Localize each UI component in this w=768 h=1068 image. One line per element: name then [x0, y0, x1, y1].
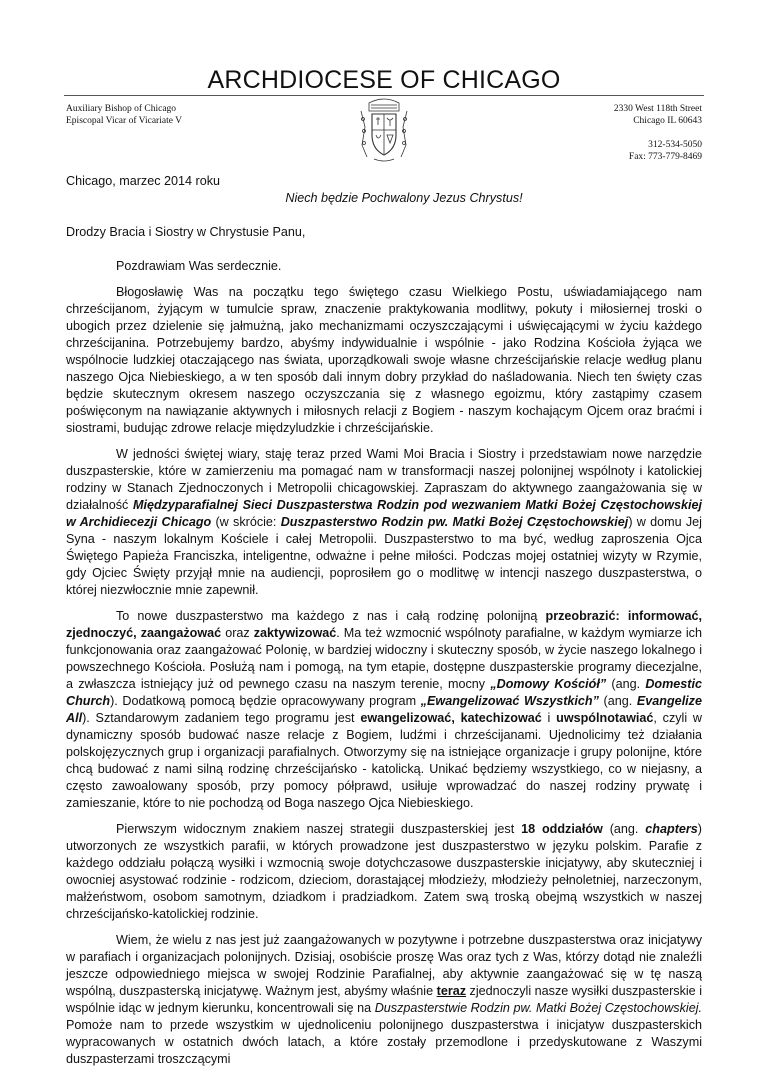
chapters-term: chapters: [645, 822, 698, 836]
text-run: To nowe duszpasterstwo ma każdego z nas i całą rodzinę polonijną: [116, 609, 546, 623]
coat-of-arms-icon: [359, 97, 409, 163]
text-run: ) utworzonych ze wszystkich parafii, w których prowadzone jest duszpasterstwo w języku polskim. Parafie z każdego oddziału połączą wysiłki i wzmocnią swoje dotychczasowe duszpasterskie inicjatywy, aby skuteczniej i owocniej asystować rodzinie - rodzicom, dzieciom, dorastającej młodzieży, młodzieży pełnoletniej, narzeczonym, małżeństwom, osobom samotnym, dziadkom i pradziadkom. Zatem swą troską obejmą wszystkich w naszej chrześcijańsko-katolickiej rodzinie.: [66, 822, 702, 921]
text-run: Pomoże nam to przede wszystkim w ujednoliceniu polonijnego duszpasterstwa i inicjatyw duszpasterskich wypracowanych w ostatnich dwóch latach, a które zostały przemodlone i przedyskutowane z Waszymi duszpasterzami troszczącymi: [66, 1018, 702, 1066]
paragraph-invitation: [66, 932, 702, 1068]
fax-number: Fax: 773-779-8469: [628, 152, 702, 162]
bishop-office-block: [66, 103, 182, 127]
letter-hello: Pozdrawiam Was serdecznie.: [116, 259, 282, 273]
vicar-title-line: Episcopal Vicar of Vicariate V: [66, 116, 182, 126]
letter-salutation: Drodzy Bracia i Siostry w Chrystusie Panu,: [66, 225, 306, 239]
text-run: oraz: [221, 626, 254, 640]
text-run: zjednoczyli nasze wysiłki duszpasterskie i wspólnie idąc w jednym kierunku, koncentrowali się na: [66, 984, 702, 1015]
ministry-short-name: Duszpasterstwo Rodzin pw. Matki Bożej Częstochowskiej: [280, 515, 629, 529]
letter-body: [66, 173, 702, 1068]
text-run: (w skrócie:: [211, 515, 281, 529]
archdiocese-title: ARCHDIOCESE OF CHICAGO: [207, 66, 561, 94]
emphasis-text: ewangelizować, katechizować: [360, 711, 542, 725]
text-run: . Ma też wzmocnić wspólnoty parafialne, w każdym wymiarze ich funkcjonowania oraz zaangażować Polonię, w bardziej widoczny i skuteczny sposób, w życie naszego lokalnego i powszechnego Kościoła. Posłużą nam i pomogą, na tym etapie, dostępne duszpasterskie programy diecezjalne, a zwłaszcza istniejący już od pewnego czasu na naszym terenie, mocny: [66, 626, 702, 691]
emphasis-text: uwspólnotawiać: [556, 711, 654, 725]
text-run: Pierwszym widocznym znakiem naszej strategii duszpasterskiej jest: [116, 822, 522, 836]
text-run: (ang.: [602, 822, 646, 836]
text-run: ). Dodatkową pomocą będzie opracowywany program: [110, 694, 421, 708]
program-name: „Ewangelizować Wszystkich”: [420, 694, 599, 708]
text-run: ). Sztandarowym zadaniem tego programu jest: [82, 711, 361, 725]
program-name: „Domowy Kościół”: [490, 677, 607, 691]
program-name-english: Evangelize All: [66, 694, 702, 725]
phone-number: 312-534-5050: [648, 140, 702, 150]
emphasis-text: zaktywizować: [253, 626, 337, 640]
text-run: , czyli w dynamiczny sposób budować nasze relacje z Bogiem, ludźmi i chrześcijanami. Ujednolicimy też działania polskojęzycznych grup i organizacji parafialnych. Otworzymy się na istniejące organizacje i grupy polonijne, które chcą budować z nami silną rodzinę chrześcijańsko - katolicką. Unikać będziemy wszystkiego, co w niejasny, a często zawoalowany sposób, przy pomocy półprawd, usiłuje wprowadzać do naszej rodziny prywatę i zamieszanie, które to nie pochodzą od Boga naszego Ojca Niebieskiego.: [66, 711, 703, 810]
text-run: i: [541, 711, 557, 725]
bishop-title-line: Auxiliary Bishop of Chicago: [66, 104, 177, 114]
text-run: (ang.: [606, 677, 646, 691]
emphasis-text: przeobrazić: informować, zjednoczyć, zaangażować: [66, 609, 702, 640]
program-name-english: Domestic Church: [66, 677, 703, 708]
paragraph-new-ministry: [66, 446, 702, 599]
header-divider: [64, 95, 704, 96]
letter-greeting: Niech będzie Pochwalony Jezus Chrystus!: [285, 191, 523, 205]
street-address: 2330 West 118th Street: [613, 104, 702, 114]
city-address: Chicago IL 60643: [633, 116, 702, 126]
ministry-short-name: Duszpasterstwie Rodzin pw. Matki Bożej Częstochowskiej.: [374, 1001, 703, 1015]
paragraph-chapters: [66, 821, 702, 923]
ministry-full-name: Międzyparafialnej Sieci Duszpasterstwa Rodzin pod wezwaniem Matki Bożej Częstochowskiej w Archidiecezji Chicago: [66, 498, 702, 529]
office-address-block: [614, 103, 702, 163]
text-run: W jedności świętej wiary, staję teraz przed Wami Moi Bracia i Siostry i przedstawiam nowe narzędzie duszpasterskie, które w zamierzeniu ma pomagać nam w transformacji naszej polonijnej wspólnoty i katolickiej rodziny w Stanach Zjednoczonych i Metropolii chicagowskiej. Zapraszam do aktywnego zaangażowania się w działalność: [66, 447, 702, 512]
emphasis-now: teraz: [436, 984, 467, 998]
paragraph-lent: Błogosławię Was na początku tego świętego czasu Wielkiego Postu, uświadamiającego nam chrześcijanom, żyjącym w tumulcie spraw, znaczenie praktykowania modlitwy, pokuty i miłosiernej troski o ubogich przez dzielenie się jałmużną, jako mechanizmami oczyszczającymi i uświęcającymi w życiu każdego chrześcijanina. Potrzebujemy bardzo, abyśmy indywidualnie i wspólnie - jako Rodzina Kościoła żyjąca we wspólnocie ludzkiej otaczającego nas świata, uporządkowali swoje własne chrześcijańskie relacje według planu naszego Ojca Niebieskiego, a w ten sposób dali innym dobry przykład do naśladowania. Niech ten święty czas będzie skutecznym okresem naszego oczyszczania się z własnego egoizmu, który zastąpimy czasem poświęconym na nawiązanie aktywnych i miłosnych relacji z Bogiem - naszym kochającym Ojcem oraz braćmi i siostrami, budując zdrowe relacje międzyludzkie i chrześcijańskie.: [66, 285, 702, 435]
text-run: ) w domu Jej Syna - naszym lokalnym Kościele i całej Metropolii. Duszpasterstwo to ma być, według zaproszenia Ojca Świętego Papieża Franciszka, inteligentne, odważne i pełne miłości. Podczas mojej ostatniej wizyty w Rzymie, gdy Ojciec Święty przyjął mnie na audiencji, poprosiłem go o modlitwę w intencji naszego duszpasterstwa, o której niezwłocznie mnie zapewnił.: [66, 515, 702, 597]
text-run: Wiem, że wielu z nas jest już zaangażowanych w pozytywne i potrzebne duszpasterstwa oraz inicjatywy w parafiach i organizacjach polonijnych. Dzisiaj, osobiście proszę Was oraz tych z Was, którzy dotąd nie znaleźli jeszcze odpowiedniego miejsca w swojej Rodzinie Parafialnej, aby aktywnie zaangażować się w tę naszą wspólną, duszpasterską inicjatywę. Ważnym jest, abyśmy właśnie: [66, 933, 702, 998]
paragraph-goals: [66, 608, 702, 812]
letter-date: Chicago, marzec 2014 roku: [66, 174, 221, 188]
emphasis-text: 18 oddziałów: [521, 822, 603, 836]
text-run: (ang.: [598, 694, 637, 708]
